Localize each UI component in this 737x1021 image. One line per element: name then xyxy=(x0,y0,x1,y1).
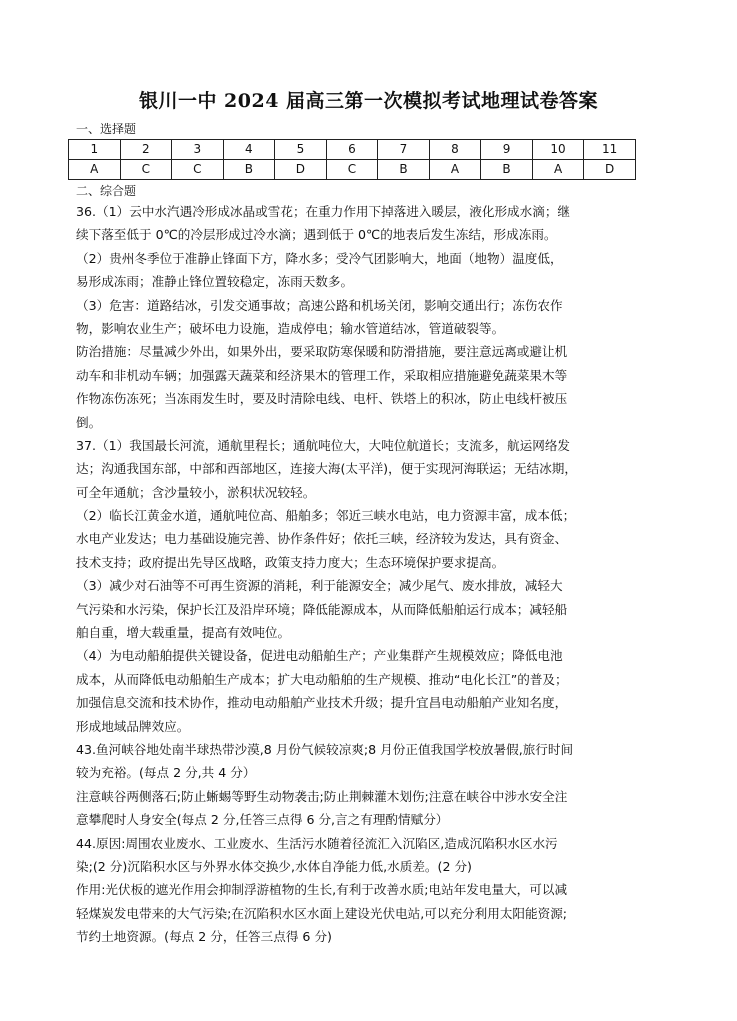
question-number-cell: 4 xyxy=(223,140,275,160)
answer-table xyxy=(68,139,636,180)
answer-text-line: 水电产业发达；电力基础设施完善、协作条件好；依托三峡，经济较为发达，具有资金、 xyxy=(76,531,568,547)
answer-text-line: 37.（1）我国最长河流，通航里程长；通航吨位大，大吨位航道长；支流多，航运网络发 xyxy=(76,437,571,453)
answer-text-line: 染;(2 分)沉陷积水区与外界水体交换少,水体自净能力低,水质差。(2 分) xyxy=(76,858,472,874)
answer-text-line: （2）贵州冬季位于准静止锋面下方，降水多；受冷气团影响大，地面（地物）温度低， xyxy=(76,250,563,266)
answer-cell: C xyxy=(172,160,224,180)
answer-text-body xyxy=(76,200,662,949)
answer-text-line: 44.原因:周围农业废水、工业废水、生活污水随着径流汇入沉陷区,造成沉陷积水区水污 xyxy=(76,835,558,851)
question-number-cell: 1 xyxy=(69,140,121,160)
section-heading-comprehensive: 二、综合题 xyxy=(76,184,137,198)
answer-text-line: 加强信息交流和技术协作，推动电动船舶产业技术升级；提升宜昌电动船舶产业知名度， xyxy=(76,695,568,711)
answer-text-line: 物，影响农业生产；破坏电力设施，造成停电；输水管道结冰，管道破裂等。 xyxy=(76,320,505,336)
answer-cell: A xyxy=(532,160,584,180)
answer-text-line: 动车和非机动车辆；加强露天蔬菜和经济果木的管理工作，采取相应措施避免蔬菜果木等 xyxy=(76,367,568,383)
answer-text-line: 气污染和水污染，保护长江及沿岸环境；降低能源成本，从而降低船舶运行成本；减轻船 xyxy=(76,601,568,617)
section-heading-multiple-choice: 一、选择题 xyxy=(76,122,137,136)
answer-letter-row xyxy=(69,160,636,180)
answer-text-line: 43.鱼河峡谷地处南半球热带沙漠,8 月份气候较凉爽;8 月份正值我国学校放暑假,旅行时间 xyxy=(76,741,574,757)
answer-text-line: 舶自重，增大载重量，提高有效吨位。 xyxy=(76,625,291,641)
answer-text-line: 技术支持；政府提出先导区战略，政策支持力度大；生态环境保护要求提高。 xyxy=(76,554,505,570)
answer-text-line: 达；沟通我国东部，中部和西部地区，连接大海(太平洋)，便于实现河海联运；无结冰期， xyxy=(76,461,577,477)
answer-text-line: 节约土地资源。(每点 2 分，任答三点得 6 分) xyxy=(76,929,332,945)
question-number-cell: 10 xyxy=(532,140,584,160)
answer-text-line: 36.（1）云中水汽遇冷形成冰晶或雪花；在重力作用下掉落进入暖层，液化形成水滴；继 xyxy=(76,204,571,219)
answer-text-line: 注意峡谷两侧落石;防止蜥蜴等野生动物袭击;防止荆棘灌木划伤;注意在峡谷中涉水安全注 xyxy=(76,788,568,804)
answer-text-line: 易形成冻雨；准静止锋位置较稳定，冻雨天数多。 xyxy=(76,274,354,290)
answer-cell: B xyxy=(378,160,430,180)
answer-cell: A xyxy=(69,160,121,180)
question-number-cell: 9 xyxy=(481,140,533,160)
answer-cell: B xyxy=(481,160,533,180)
answer-cell: C xyxy=(120,160,172,180)
answer-cell: D xyxy=(275,160,327,180)
question-number-cell: 5 xyxy=(275,140,327,160)
answer-text-line: 作用:光伏板的遮光作用会抑制浮游植物的生长,有利于改善水质;电站年发电量大，可以减 xyxy=(76,882,568,898)
question-number-cell: 11 xyxy=(584,140,636,160)
answer-text-line: 轻煤炭发电带来的大气污染;在沉陷积水区水面上建设光伏电站,可以充分利用太阳能资源; xyxy=(76,905,568,921)
answer-text-line: （2）临长江黄金水道，通航吨位高、船舶多；邻近三峡水电站，电力资源丰富，成本低； xyxy=(76,508,576,524)
page-title: 银川一中 2024 届高三第一次模拟考试地理试卷答案 xyxy=(138,90,599,112)
answer-text-line: 成本，从而降低电动船舶生产成本；扩大电动船舶的生产规模、推动“电化长江”的普及； xyxy=(76,671,568,687)
question-number-cell: 7 xyxy=(378,140,430,160)
question-number-cell: 3 xyxy=(172,140,224,160)
answer-cell: D xyxy=(584,160,636,180)
answer-cell: B xyxy=(223,160,275,180)
answer-text-line: 作物冻伤冻死；当冻雨发生时，要及时清除电线、电杆、铁塔上的积冰，防止电线杆被压 xyxy=(76,391,568,407)
answer-text-line: 防治措施：尽量减少外出，如果外出，要采取防寒保暖和防滑措施，要注意远离或避让机 xyxy=(76,344,568,360)
answer-text-line: 倒。 xyxy=(76,414,102,430)
answer-cell: C xyxy=(326,160,378,180)
question-number-cell: 2 xyxy=(120,140,172,160)
answer-text-line: （3）减少对石油等不可再生资源的消耗，利于能源安全；减少尾气、废水排放，减轻大 xyxy=(76,578,563,594)
answer-cell: A xyxy=(429,160,481,180)
question-number-cell: 8 xyxy=(429,140,481,160)
answer-text-line: 形成地域品牌效应。 xyxy=(76,718,190,734)
answer-text-line: 意攀爬时人身安全(每点 2 分,任答三点得 6 分,言之有理酌情赋分） xyxy=(76,812,449,828)
answer-text-line: 较为充裕。(每点 2 分,共 4 分） xyxy=(76,765,256,781)
question-number-cell: 6 xyxy=(326,140,378,160)
answer-text-line: 可全年通航；含沙量较小，淤积状况较轻。 xyxy=(76,484,316,500)
question-number-row xyxy=(69,140,636,160)
answer-text-line: （4）为电动船舶提供关键设备，促进电动船舶生产；产业集群产生规模效应；降低电池 xyxy=(76,648,563,664)
answer-text-line: 续下落至低于 0℃的冷层形成过冷水滴；遇到低于 0℃的地表后发生冻结，形成冻雨。 xyxy=(76,227,557,243)
answer-text-line: （3）危害：道路结冰，引发交通事故；高速公路和机场关闭，影响交通出行；冻伤农作 xyxy=(76,297,563,313)
